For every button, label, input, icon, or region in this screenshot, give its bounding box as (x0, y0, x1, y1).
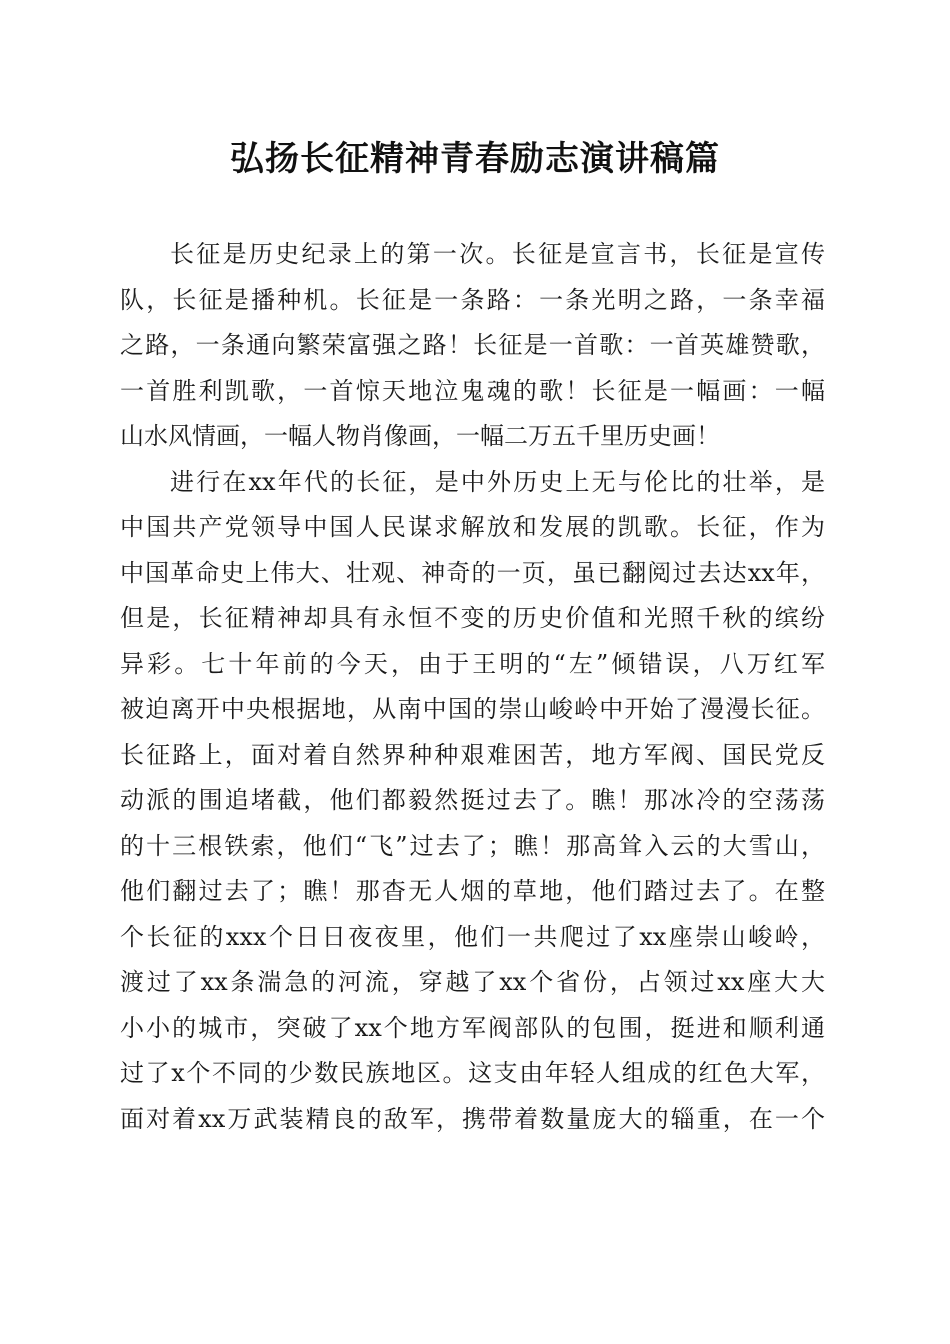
text-line: 的十三根铁索，他们“飞”过去了；瞧！那高耸入云的大雪山， (120, 831, 825, 860)
text-line: 山水风情画，一幅人物肖像画，一幅二万五千里历史画！ (120, 422, 720, 450)
text-line: 被迫离开中央根据地，从南中国的崇山峻岭中开始了漫漫长征。 (120, 695, 825, 723)
text-line: 长征路上，面对着自然界种种艰难困苦，地方军阀、国民党反 (120, 740, 825, 769)
text-line: 面对着xx万武装精良的敌军，携带着数量庞大的辎重，在一个 (120, 1104, 825, 1133)
text-line: 过了x个不同的少数民族地区。这支由年轻人组成的红色大军， (120, 1059, 825, 1087)
document-title: 弘扬长征精神青春励志演讲稿篇 (230, 139, 720, 179)
text-line: 一首胜利凯歌，一首惊天地泣鬼魂的歌！长征是一幅画：一幅 (120, 376, 825, 405)
text-line: 中国共产党领导中国人民谋求解放和发展的凯歌。长征，作为 (120, 513, 825, 541)
text-line: 进行在xx年代的长征，是中外历史上无与伦比的壮举，是 (170, 467, 825, 496)
paragraph-2 (120, 460, 825, 1143)
text-line: 个长征的xxx个日日夜夜里，他们一共爬过了xx座崇山峻岭， (120, 922, 825, 951)
text-line: 但是，长征精神却具有永恒不变的历史价值和光照千秋的缤纷 (120, 604, 825, 632)
document-body (120, 232, 825, 1142)
text-line: 异彩。七十年前的今天，由于王明的“左”倾错误，八万红军 (120, 649, 825, 678)
text-line: 他们翻过去了；瞧！那杳无人烟的草地，他们踏过去了。在整 (120, 877, 825, 905)
text-line: 之路，一条通向繁荣富强之路！长征是一首歌：一首英雄赞歌， (120, 331, 825, 359)
text-line: 中国革命史上伟大、壮观、神奇的一页，虽已翻阅过去达xx年， (120, 558, 825, 587)
paragraph-1 (120, 232, 825, 460)
text-line: 动派的围追堵截，他们都毅然挺过去了。瞧！那冰冷的空荡荡 (120, 786, 825, 814)
text-line: 队，长征是播种机。长征是一条路：一条光明之路，一条幸福 (120, 285, 825, 314)
text-line: 长征是历史纪录上的第一次。长征是宣言书，长征是宣传 (170, 240, 825, 268)
text-line: 渡过了xx条湍急的河流，穿越了xx个省份，占领过xx座大大 (120, 968, 825, 996)
text-line: 小小的城市，突破了xx个地方军阀部队的包围，挺进和顺利通 (120, 1013, 825, 1042)
